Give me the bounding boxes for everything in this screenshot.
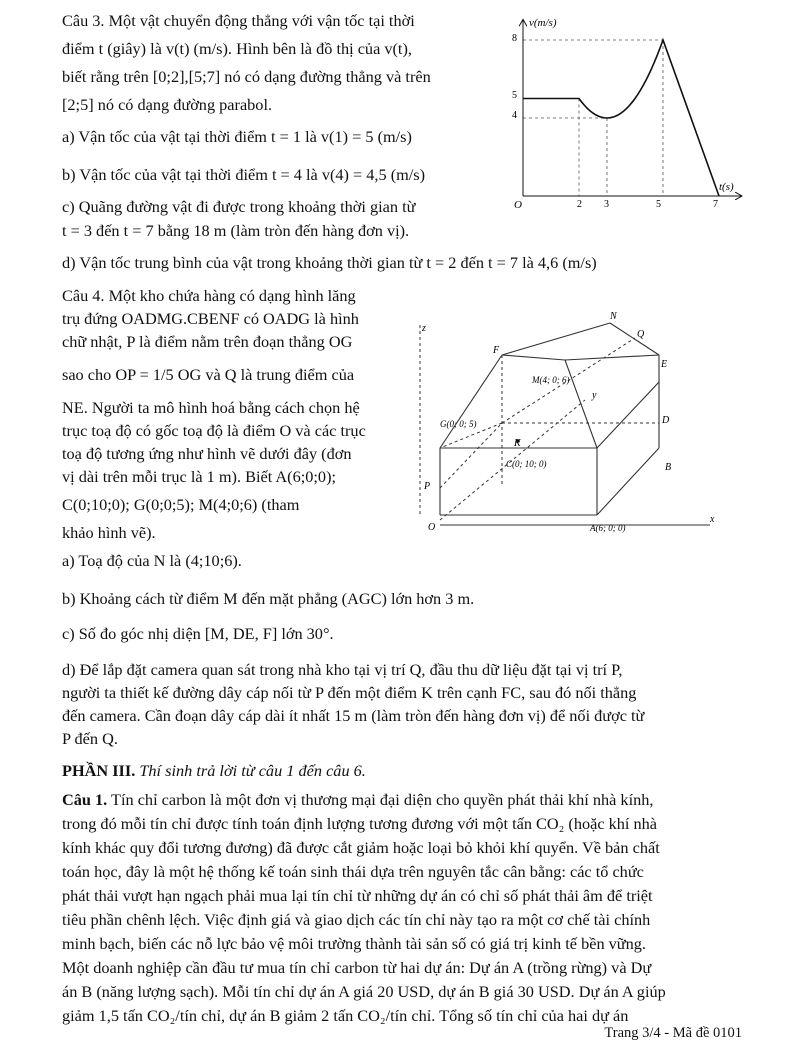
velocity-chart — [505, 10, 750, 220]
q1-line-3: kính khác quy đổi tương đương) đã được cắt giảm hoặc loại bỏ khỏi khí quyển. Về bản chất — [62, 838, 660, 857]
hidden-edge-PC — [440, 423, 502, 488]
x-tick-3: 3 — [604, 199, 609, 210]
q3-option-c-line-2: t = 3 đến t = 7 bằng 18 m (làm tròn đến hàng đơn vị). — [62, 221, 410, 240]
q1-line-1-text: Tín chỉ carbon là một đơn vị thương mại đại diện cho quyền phát thải khí nhà kính, — [111, 790, 654, 809]
label-y: y — [592, 390, 597, 401]
label-D: D — [662, 415, 670, 426]
origin-label: O — [514, 199, 522, 211]
q4-line-1: Câu 4. Một kho chứa hàng có dạng hình lăng — [62, 286, 356, 305]
edge-NE — [610, 323, 659, 355]
q1-line-1 — [62, 787, 653, 813]
x-tick-5: 5 — [656, 199, 661, 210]
q1-label: Câu 1. — [62, 790, 108, 809]
edge-ME — [565, 355, 659, 360]
y-tick-4: 4 — [512, 110, 517, 121]
warehouse-3d-figure — [410, 305, 750, 540]
label-z: z — [422, 323, 426, 334]
q4-line-4: sao cho OP = 1/5 OG và Q là trung điểm của — [62, 365, 355, 384]
part3-title: PHẦN III. — [62, 761, 136, 780]
q4-line-6: trục toạ độ có gốc toạ độ là điểm O và các trục — [62, 421, 366, 440]
q1-line-4: toán học, đây là một hệ thống kế toán sinh thái dựa trên nguyên tắc cân bằng: các tổ chức — [62, 862, 644, 881]
label-Q: Q — [637, 329, 645, 340]
q3-line-4: [2;5] nó có dạng đường parabol. — [62, 95, 273, 114]
y-tick-8: 8 — [512, 33, 517, 44]
edge-FM — [502, 355, 565, 360]
q3-line-2: điểm t (giây) là v(t) (m/s). Hình bên là đồ thị của v(t), — [62, 39, 412, 58]
q4-option-d-line-3: đến camera. Cần đoạn dây cáp dài ít nhất 15 m (làm tròn đến hàng đơn vị) để nối được từ — [62, 706, 645, 725]
q1-line-6: tiêu phần chênh lệch. Việc định giá và giao dịch các tín chỉ này tạo ra một cơ chế tài chính — [62, 910, 651, 929]
label-B: B — [665, 462, 672, 473]
edge-MA — [565, 360, 597, 448]
q4-line-2: trụ đứng OADMG.CBENF có OADG là hình — [62, 309, 359, 328]
q4-option-c: c) Số đo góc nhị diện [M, DE, F] lớn 30°. — [62, 624, 334, 643]
q3-option-b: b) Vận tốc của vật tại thời điểm t = 4 là v(4) = 4,5 (m/s) — [62, 165, 426, 184]
label-x: x — [710, 514, 715, 525]
q1-line-9: án B (năng lượng sạch). Mỗi tín chỉ dự án A giá 20 USD, dự án B giá 30 USD. Dự án A giúp — [62, 982, 666, 1001]
q4-line-3: chữ nhật, P là điểm nằm trên đoạn thẳng OG — [62, 332, 353, 351]
x-axis-label: t(s) — [719, 181, 734, 193]
y-tick-5: 5 — [512, 90, 517, 101]
velocity-series-line — [523, 40, 719, 196]
label-E: E — [661, 359, 668, 370]
label-P: P — [424, 481, 431, 492]
q3-option-c-line-1: c) Quãng đường vật đi được trong khoảng thời gian từ — [62, 197, 416, 216]
q4-option-d-line-4: P đến Q. — [62, 729, 118, 748]
q4-option-d-line-1: d) Để lắp đặt camera quan sát trong nhà kho tại vị trí Q, đầu thu dữ liệu đặt tại vị trí P, — [62, 660, 623, 679]
q4-line-10: khảo hình vẽ). — [62, 523, 156, 542]
edge-FN — [502, 323, 610, 355]
q4-line-9: C(0;10;0); G(0;0;5); M(4;0;6) (tham — [62, 495, 300, 514]
q1-line-10: giảm 1,5 tấn CO₂/tín chỉ, dự án B giảm 2 tấn CO₂/tín chỉ. Tổng số tín chỉ của hai dự án — [62, 1006, 629, 1025]
page-footer: Trang 3/4 - Mã đề 0101 — [604, 1025, 742, 1041]
x-tick-7: 7 — [713, 199, 718, 210]
q1-line-2: trong đó mỗi tín chỉ được tính toán định lượng tương đương với một tấn CO₂ (hoặc khí nhà — [62, 814, 658, 833]
q3-option-d: d) Vận tốc trung bình của vật trong khoảng thời gian từ t = 2 đến t = 7 là 4,6 (m/s) — [62, 253, 597, 272]
label-C: C(0; 10; 0) — [506, 459, 547, 469]
q4-line-7: toạ độ tương ứng như hình vẽ dưới đây (đơn — [62, 444, 352, 463]
label-F: F — [493, 345, 500, 356]
chart-axes — [523, 20, 741, 196]
x-tick-2: 2 — [577, 199, 582, 210]
label-N: N — [610, 311, 617, 322]
label-O: O — [428, 522, 436, 533]
q4-line-5: NE. Người ta mô hình hoá bằng cách chọn hệ — [62, 398, 360, 417]
label-G: G(0; 0; 5) — [440, 419, 477, 429]
q3-option-a: a) Vận tốc của vật tại thời điểm t = 1 là v(1) = 5 (m/s) — [62, 127, 412, 146]
y-axis-label: v(m/s) — [529, 17, 557, 29]
q4-option-b: b) Khoảng cách từ điểm M đến mặt phẳng (AGC) lớn hơn 3 m. — [62, 589, 475, 608]
q1-line-7: minh bạch, biến các nỗ lực bảo vệ môi trường thành tài sản số có giá trị kinh tế bền vững. — [62, 934, 646, 953]
q4-option-a: a) Toạ độ của N là (4;10;6). — [62, 551, 242, 570]
edge-BE — [597, 448, 659, 515]
q4-line-8: vị dài trên mỗi trục là 1 m). Biết A(6;0;0); — [62, 467, 337, 486]
chart-guide-lines — [523, 40, 663, 196]
chart-series — [523, 40, 719, 196]
q3-line-1: Câu 3. Một vật chuyển động thẳng với vận tốc tại thời — [62, 11, 415, 30]
label-A: A(6; 0; 0) — [590, 523, 626, 533]
q4-option-d-line-2: người ta thiết kế đường dây cáp nối từ P đến một điểm K trên cạnh FC, sau đó nối thẳng — [62, 683, 637, 702]
q1-line-5: phát thải vượt hạn ngạch phải mua lại tín chỉ từ những dự án có chỉ số phát thải âm để triệt — [62, 886, 653, 905]
part3-subtitle: Thí sinh trả lời từ câu 1 đến câu 6. — [139, 761, 366, 780]
label-K: K — [514, 438, 521, 449]
part3-heading — [62, 758, 366, 784]
edge-GF — [440, 355, 502, 448]
edge-AD — [597, 382, 659, 448]
label-M: M(4; 0; 6) — [532, 375, 570, 385]
q1-line-8: Một doanh nghiệp cần đầu tư mua tín chỉ carbon từ hai dự án: Dự án A (trồng rừng) và Dự — [62, 958, 652, 977]
q3-line-3: biết rằng trên [0;2],[5;7] nó có dạng đường thẳng và trên — [62, 67, 431, 86]
